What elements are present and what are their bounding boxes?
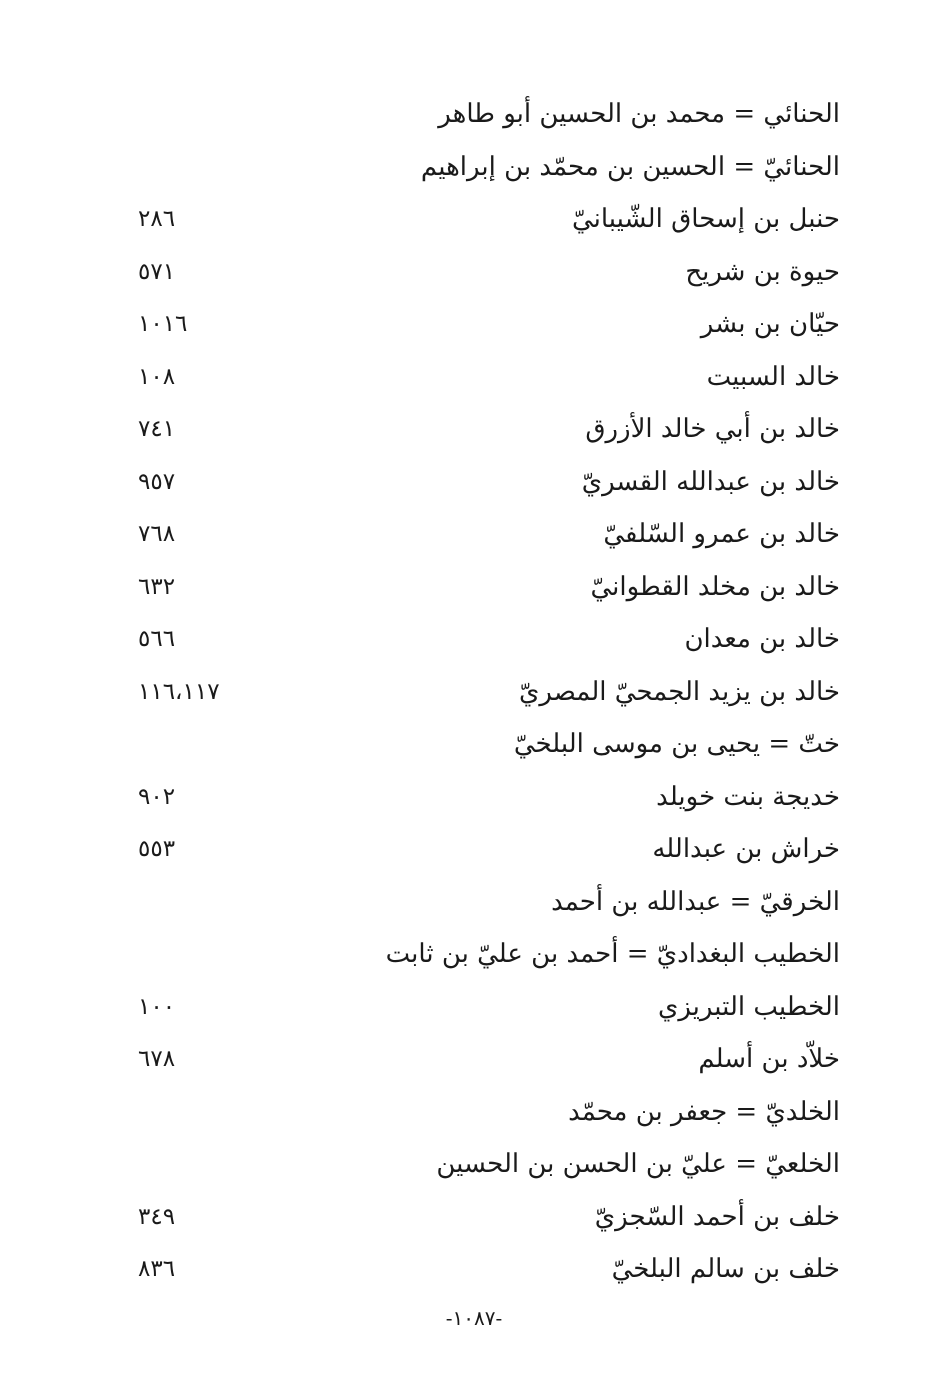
entry-name: خالد السبيت [706,361,840,392]
entry-pages: ١٠١٦ [138,311,188,337]
entry-name: الخطيب البغداديّ = أحمد بن عليّ بن ثابت [385,939,840,969]
index-entry [0,193,948,246]
entry-name: خالد بن يزيد الجمحيّ المصريّ [519,676,840,707]
index-entry [0,561,948,614]
entry-name: حنبل بن إسحاق الشّيبانيّ [571,204,840,234]
entry-name: الخطيب التبريزي [657,991,840,1022]
entry-name: خلف بن أحمد السّجزيّ [594,1201,840,1232]
index-entry [0,771,948,824]
entry-name: خراش بن عبدالله [652,834,840,864]
index-entry [0,613,948,666]
index-entry [0,88,948,141]
entry-pages: ٨٣٦ [138,1256,176,1282]
entry-name: ختّ = يحيى بن موسى البلخيّ [513,729,840,759]
index-entry [0,666,948,719]
entry-pages: ٩٠٢ [138,783,176,810]
entry-name: الحنائيّ = الحسين بن محمّد بن إبراهيم [420,151,840,182]
index-entry [0,456,948,509]
entry-name: خالد بن أبي خالد الأزرق [585,414,840,444]
entry-name: خلف بن سالم البلخيّ [611,1254,840,1284]
entry-name: خلاّد بن أسلم [698,1044,840,1074]
entry-pages: ٣٤٩ [138,1203,176,1230]
entry-name: حيوة بن شريح [685,256,840,287]
index-entry [0,403,948,456]
entry-name: الخرقيّ = عبدالله بن أحمد [551,886,840,917]
entry-name: الحنائي = محمد بن الحسين أبو طاهر [438,99,840,129]
page-number: -١٠٨٧- [445,1306,503,1330]
entry-name: الخلديّ = جعفر بن محمّد [568,1096,840,1127]
entry-pages: ٧٦٨ [138,521,176,547]
entry-pages: ١١٦،١١٧ [138,678,220,705]
entry-pages: ٧٤١ [138,416,176,442]
entry-pages: ٢٨٦ [138,206,176,232]
entry-pages: ٥٧١ [138,258,176,285]
index-entry [0,876,948,929]
index-entry [0,1033,948,1086]
entry-name: خديجة بنت خويلد [656,781,840,812]
index-entry [0,508,948,561]
index-entry [0,1086,948,1139]
entry-pages: ٥٦٦ [138,626,176,652]
entry-name: خالد بن عبدالله القسريّ [581,466,840,497]
entry-pages: ٦٣٢ [138,573,176,600]
index-entry [0,928,948,981]
index-entry [0,1243,948,1296]
index-entry [0,981,948,1034]
entry-name: خالد بن مخلد القطوانيّ [590,571,840,602]
entry-pages: ٦٧٨ [138,1046,176,1072]
index-entry [0,298,948,351]
index-entry [0,141,948,194]
entry-name: خالد بن عمرو السّلفيّ [603,519,840,549]
entry-pages: ٥٥٣ [138,836,176,862]
entry-name: حيّان بن بشر [700,309,840,339]
entry-pages: ١٠٨ [138,363,176,390]
entry-name: الخلعيّ = عليّ بن الحسن بن الحسين [436,1149,840,1179]
index-entry [0,718,948,771]
index-entry [0,1138,948,1191]
index-entry [0,1191,948,1244]
index-entry [0,246,948,299]
entry-pages: ٩٥٧ [138,468,176,495]
entry-name: خالد بن معدان [684,624,840,654]
entry-pages: ١٠٠ [138,993,176,1020]
index-entry [0,823,948,876]
index-entries [0,88,948,1296]
index-entry [0,351,948,404]
